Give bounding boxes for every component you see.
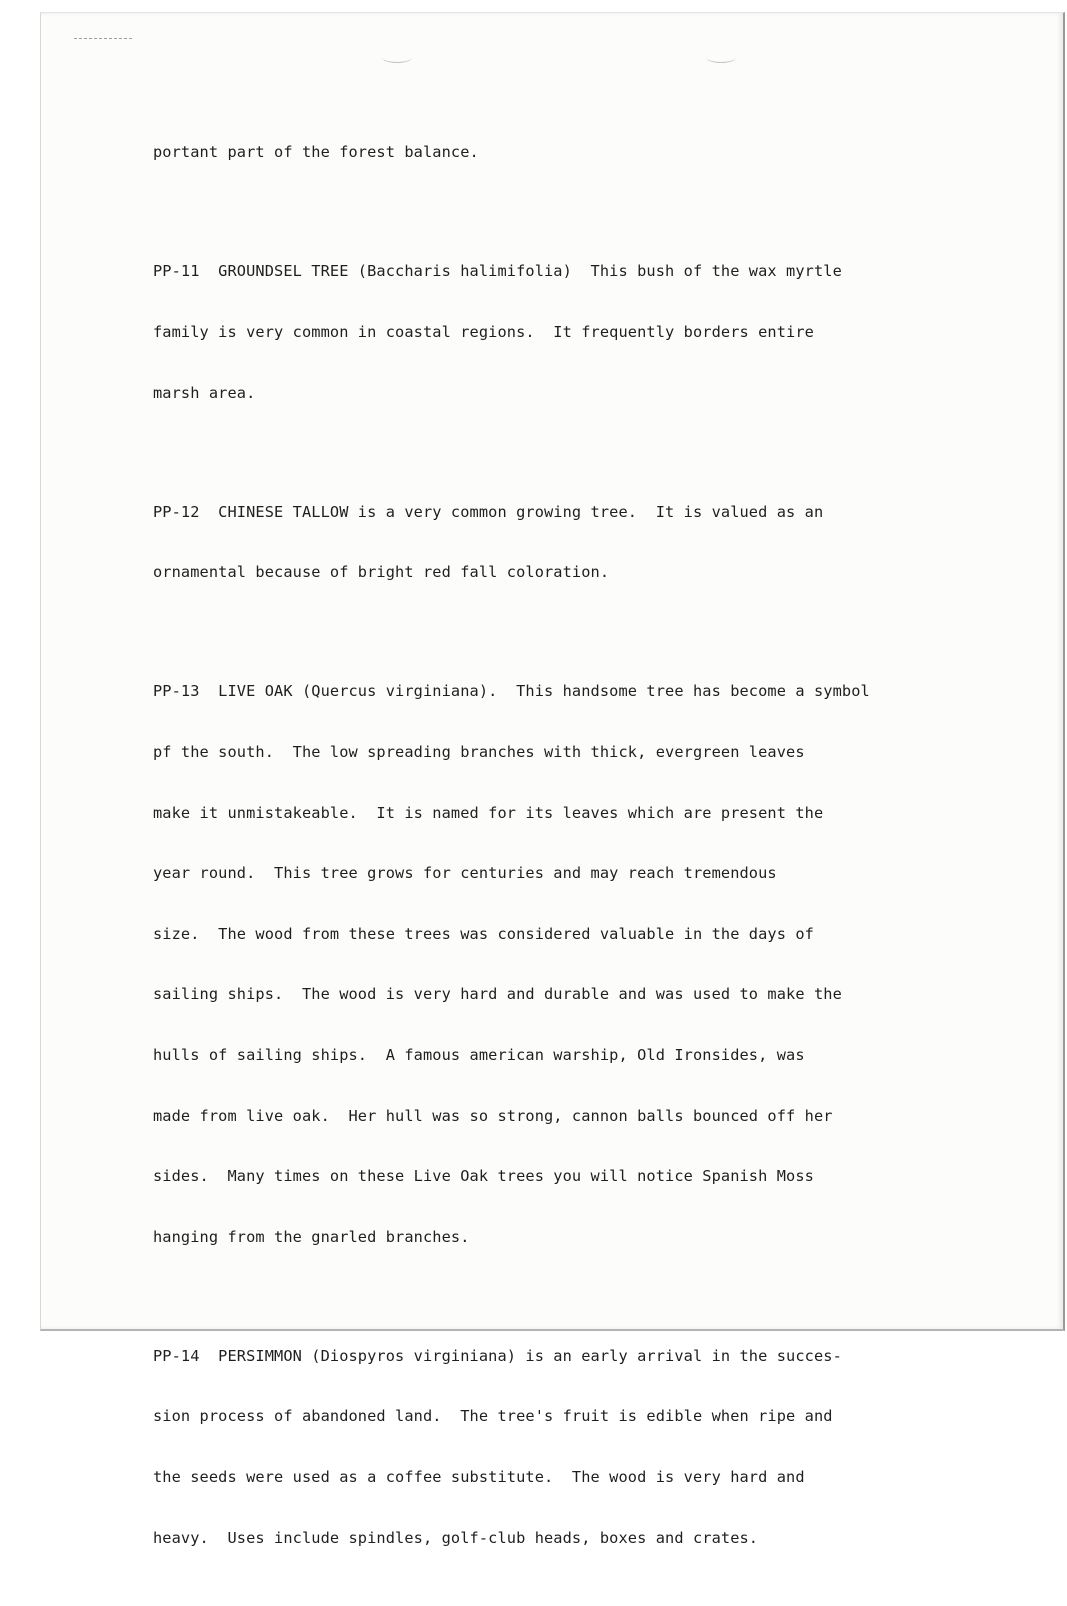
text-line: marsh area.: [153, 383, 256, 402]
typed-text-body: [153, 102, 943, 1606]
paragraph-pp-11: [153, 221, 943, 443]
text-line: PP-14 PERSIMMON (Diospyros virginiana) is an early arrival in the succes-: [153, 1346, 842, 1365]
text-line: make it unmistakeable. It is named for its leaves which are present the: [153, 803, 824, 822]
paragraph-pp-13: [153, 641, 943, 1288]
text-line: hanging from the gnarled branches.: [153, 1227, 470, 1246]
text-line: heavy. Uses include spindles, golf-club heads, boxes and crates.: [153, 1528, 759, 1547]
text-line: made from live oak. Her hull was so strong, cannon balls bounced off her: [153, 1106, 833, 1125]
text-line: portant part of the forest balance.: [153, 143, 479, 162]
pencil-mark: [74, 38, 132, 43]
text-line: PP-12 CHINESE TALLOW is a very common growing tree. It is valued as an: [153, 502, 824, 521]
text-line: sides. Many times on these Live Oak trees you will notice Spanish Moss: [153, 1167, 814, 1186]
paragraph-pp-12: [153, 461, 943, 623]
text-line: size. The wood from these trees was considered valuable in the days of: [153, 924, 814, 943]
text-line: year round. This tree grows for centuries and may reach tremendous: [153, 864, 777, 883]
paragraph-continuation: [153, 102, 943, 203]
text-line: the seeds were used as a coffee substitute. The wood is very hard and: [153, 1468, 805, 1486]
text-line: PP-11 GROUNDSEL TREE (Baccharis halimifolia) This bush of the wax myrtle: [153, 262, 842, 281]
text-line: family is very common in coastal regions. It frequently borders entire: [153, 323, 814, 342]
text-line: sailing ships. The wood is very hard and durable and was used to make the: [153, 985, 842, 1004]
text-line: hulls of sailing ships. A famous american warship, Old Ironsides, was: [153, 1045, 805, 1064]
text-line: sion process of abandoned land. The tree's fruit is edible when ripe and: [153, 1407, 833, 1426]
paragraph-pp-14: [153, 1305, 943, 1588]
hole-punch-mark: [706, 52, 736, 63]
text-line: ornamental because of bright red fall coloration.: [153, 563, 610, 582]
text-line: PP-13 LIVE OAK (Quercus virginiana). This handsome tree has become a symbol: [153, 682, 870, 701]
text-line: pf the south. The low spreading branches with thick, evergreen leaves: [153, 742, 805, 761]
hole-punch-mark: [382, 52, 412, 63]
